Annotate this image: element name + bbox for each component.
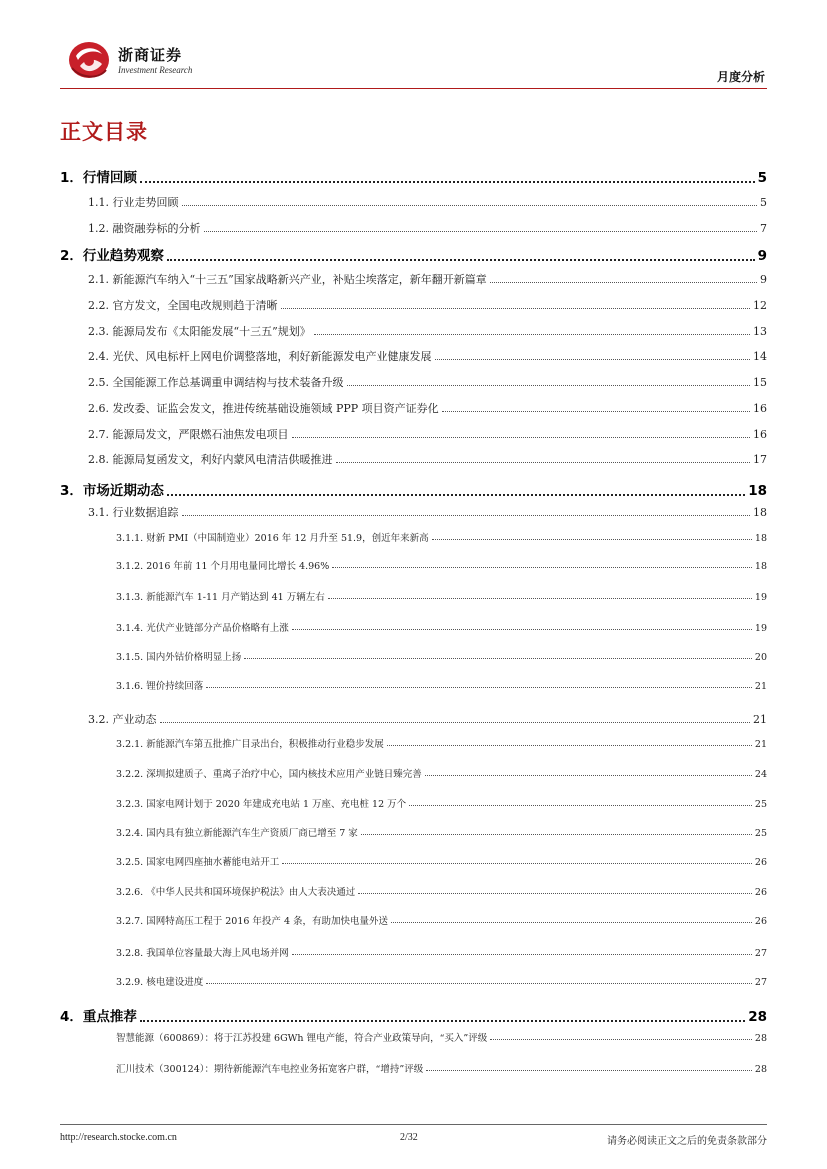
- toc-entry-label: 2.5. 全国能源工作总基调重申调结构与技术装备升级: [88, 376, 344, 389]
- dot-leader: [358, 893, 752, 894]
- dot-leader: [409, 805, 752, 806]
- toc-entry[interactable]: [88, 323, 767, 339]
- dot-leader: [425, 775, 752, 776]
- footer-disclaimer: 请务必阅读正文之后的免责条款部分: [607, 1136, 767, 1147]
- toc-entry-label: 智慧能源（600869）：将于江苏投建 6GWh 锂电产能，符合产业政策导向，“买入”评级: [116, 1033, 488, 1044]
- toc-entry-label: 4．重点推荐: [60, 1009, 137, 1025]
- toc-entry-label: 2.2. 官方发文，全国电改规则趋于清晰: [88, 299, 278, 312]
- toc-entry[interactable]: [88, 348, 767, 364]
- toc-entry-page: 27: [754, 948, 767, 959]
- toc-entry[interactable]: [88, 426, 767, 442]
- toc-entry-page: 14: [753, 350, 767, 363]
- toc-entry-page: 5: [760, 196, 767, 209]
- toc-entry-page: 7: [760, 222, 767, 235]
- toc-entry-label: 1.2. 融资融券标的分析: [88, 222, 201, 235]
- toc-entry-page: 5: [757, 170, 767, 186]
- toc-entry[interactable]: [88, 711, 767, 727]
- toc-entry-label: 2．行业趋势观察: [60, 248, 164, 264]
- toc-entry[interactable]: [116, 530, 767, 544]
- toc-entry[interactable]: [116, 558, 767, 572]
- dot-leader: [292, 437, 751, 438]
- dot-leader: [347, 385, 751, 386]
- toc-chapter-entry[interactable]: [60, 244, 767, 264]
- toc-entry-page: 16: [753, 428, 767, 441]
- toc-entry[interactable]: [88, 504, 767, 520]
- dot-leader: [336, 462, 751, 463]
- dot-leader: [432, 539, 752, 540]
- dot-leader: [490, 282, 757, 283]
- dot-leader: [435, 359, 751, 360]
- toc-entry[interactable]: [116, 1061, 767, 1075]
- header-divider: [60, 88, 767, 89]
- toc-entry[interactable]: [88, 194, 767, 210]
- toc-entry-page: 18: [754, 561, 767, 572]
- toc-entry-label: 2.3. 能源局发布《太阳能发展“十三五”规划》: [88, 325, 311, 338]
- toc-entry[interactable]: [88, 374, 767, 390]
- toc-entry-label: 1.1. 行业走势回顾: [88, 196, 179, 209]
- dot-leader: [244, 658, 752, 659]
- toc-entry-page: 15: [753, 376, 767, 389]
- dot-leader: [140, 181, 755, 183]
- toc-chapter-entry[interactable]: [60, 479, 767, 499]
- dot-leader: [206, 687, 752, 688]
- dot-leader: [282, 863, 752, 864]
- toc-entry[interactable]: [88, 271, 767, 287]
- toc-entry[interactable]: [116, 974, 767, 988]
- toc-entry-page: 20: [754, 652, 767, 663]
- toc-entry-page: 21: [754, 681, 767, 692]
- dot-leader: [167, 259, 755, 261]
- footer-divider: [60, 1124, 767, 1125]
- page-header: [60, 34, 767, 88]
- toc-entry-label: 3.1.4. 光伏产业链部分产品价格略有上涨: [116, 623, 289, 634]
- dot-leader: [292, 629, 752, 630]
- dot-leader: [328, 598, 752, 599]
- toc-entry-label: 3.1.5. 国内外钴价格明显上扬: [116, 652, 242, 663]
- toc-entry-label: 3.2.2. 深圳拟建质子、重离子治疗中心，国内核技术应用产业链日臻完善: [116, 769, 422, 780]
- toc-entry[interactable]: [116, 945, 767, 959]
- dot-leader: [361, 834, 752, 835]
- toc-entry-label: 2.7. 能源局发文，严限燃石油焦发电项目: [88, 428, 289, 441]
- toc-entry-label: 3.2.5. 国家电网四座抽水蓄能电站开工: [116, 857, 280, 868]
- dot-leader: [140, 1020, 745, 1022]
- toc-entry-page: 21: [754, 739, 767, 750]
- dot-leader: [281, 308, 751, 309]
- zheshang-logo-icon: [66, 38, 112, 80]
- footer-page-number: 2/32: [400, 1132, 418, 1143]
- toc-chapter-entry[interactable]: [60, 1005, 767, 1025]
- toc-entry-label: 3.2.6. 《中华人民共和国环境保护税法》由人大表决通过: [116, 887, 356, 898]
- toc-entry-label: 3.2.7. 国网特高压工程于 2016 年投产 4 条，有助加快电量外送: [116, 916, 389, 927]
- toc-entry-label: 3.1.1. 财新 PMI（中国制造业）2016 年 12 月升至 51.9，创近年来新高: [116, 533, 429, 544]
- toc-entry-label: 2.8. 能源局复函发文，利好内蒙风电清洁供暖推进: [88, 453, 333, 466]
- toc-entry-label: 3.2.3. 国家电网计划于 2020 年建成充电站 1 万座、充电桩 12 万个: [116, 799, 407, 810]
- dot-leader: [206, 983, 752, 984]
- toc-entry-label: 1．行情回顾: [60, 170, 137, 186]
- toc-entry-label: 3.1.6. 锂价持续回落: [116, 681, 204, 692]
- toc-entry[interactable]: [88, 220, 767, 236]
- dot-leader: [314, 334, 750, 335]
- toc-entry[interactable]: [116, 884, 767, 898]
- toc-entry-page: 19: [754, 592, 767, 603]
- toc-entry-label: 2.6. 发改委、证监会发文，推进传统基础设施领域 PPP 项目资产证券化: [88, 402, 439, 415]
- dot-leader: [490, 1039, 752, 1040]
- toc-entry-page: 25: [754, 828, 767, 839]
- toc-entry-label: 2.4. 光伏、风电标杆上网电价调整落地，利好新能源发电产业健康发展: [88, 350, 432, 363]
- toc-entry-label: 2.1. 新能源汽车纳入“十三五”国家战略新兴产业，补贴尘埃落定，新年翻开新篇章: [88, 273, 487, 286]
- dot-leader: [160, 722, 751, 723]
- toc-entry-page: 21: [753, 713, 767, 726]
- toc-entry-label: 汇川技术（300124）：期待新能源汽车电控业务拓宽客户群，“增持”评级: [116, 1064, 424, 1075]
- toc-entry-label: 3.2. 产业动态: [88, 713, 157, 726]
- toc-entry-page: 13: [753, 325, 767, 338]
- toc-entry-page: 19: [754, 623, 767, 634]
- toc-chapter-entry[interactable]: [60, 166, 767, 186]
- toc-entry-page: 27: [754, 977, 767, 988]
- toc-entry-label: 3.2.4. 国内具有独立新能源汽车生产资质厂商已增至 7 家: [116, 828, 358, 839]
- toc-entry[interactable]: [88, 451, 767, 467]
- toc-entry-label: 3.2.8. 我国单位容量最大海上风电场并网: [116, 948, 289, 959]
- toc-entry-label: 3.2.1. 新能源汽车第五批推广目录出台，积极推动行业稳步发展: [116, 739, 384, 750]
- dot-leader: [182, 205, 758, 206]
- toc-entry-page: 28: [754, 1064, 767, 1075]
- toc-entry-page: 26: [754, 916, 767, 927]
- toc-entry-page: 26: [754, 857, 767, 868]
- toc-entry-page: 24: [754, 769, 767, 780]
- toc-entry-label: 3．市场近期动态: [60, 483, 164, 499]
- toc-entry[interactable]: [116, 649, 767, 663]
- toc-entry[interactable]: [116, 766, 767, 780]
- dot-leader: [332, 567, 752, 568]
- toc-entry-page: 9: [757, 248, 767, 264]
- toc-entry[interactable]: [116, 1030, 767, 1044]
- toc-entry-page: 25: [754, 799, 767, 810]
- dot-leader: [426, 1070, 752, 1071]
- dot-leader: [442, 411, 750, 412]
- toc-entry-page: 18: [753, 506, 767, 519]
- footer-url[interactable]: http://research.stocke.com.cn: [60, 1132, 177, 1143]
- brand-subtitle: Investment Research: [118, 65, 193, 75]
- toc-entry-page: 26: [754, 887, 767, 898]
- toc-entry-page: 18: [754, 533, 767, 544]
- toc-entry[interactable]: [116, 913, 767, 927]
- toc-entry[interactable]: [116, 589, 767, 603]
- document-type: 月度分析: [716, 70, 765, 84]
- toc-entry[interactable]: [88, 400, 767, 416]
- toc-entry-label: 3.2.9. 核电建设进度: [116, 977, 204, 988]
- brand-name: 浙商证券: [118, 46, 183, 64]
- toc-entry[interactable]: [116, 825, 767, 839]
- toc-entry-label: 3.1.2. 2016 年前 11 个月用电量同比增长 4.96%: [116, 561, 330, 572]
- dot-leader: [167, 494, 745, 496]
- toc-title: 正文目录: [60, 120, 148, 144]
- toc-entry-page: 17: [753, 453, 767, 466]
- dot-leader: [391, 922, 752, 923]
- toc-entry-page: 18: [748, 483, 767, 499]
- toc-entry-page: 28: [748, 1009, 767, 1025]
- toc-entry-page: 9: [760, 273, 767, 286]
- dot-leader: [204, 231, 758, 232]
- toc-entry[interactable]: [116, 796, 767, 810]
- toc-entry[interactable]: [116, 678, 767, 692]
- toc-entry-page: 16: [753, 402, 767, 415]
- dot-leader: [182, 515, 751, 516]
- toc-entry[interactable]: [116, 854, 767, 868]
- toc-entry-page: 12: [753, 299, 767, 312]
- dot-leader: [292, 954, 752, 955]
- toc-entry-label: 3.1. 行业数据追踪: [88, 506, 179, 519]
- toc-entry-page: 28: [754, 1033, 767, 1044]
- toc-entry[interactable]: [116, 620, 767, 634]
- toc-entry[interactable]: [116, 736, 767, 750]
- dot-leader: [387, 745, 752, 746]
- toc-entry[interactable]: [88, 297, 767, 313]
- toc-entry-label: 3.1.3. 新能源汽车 1-11 月产销达到 41 万辆左右: [116, 592, 325, 603]
